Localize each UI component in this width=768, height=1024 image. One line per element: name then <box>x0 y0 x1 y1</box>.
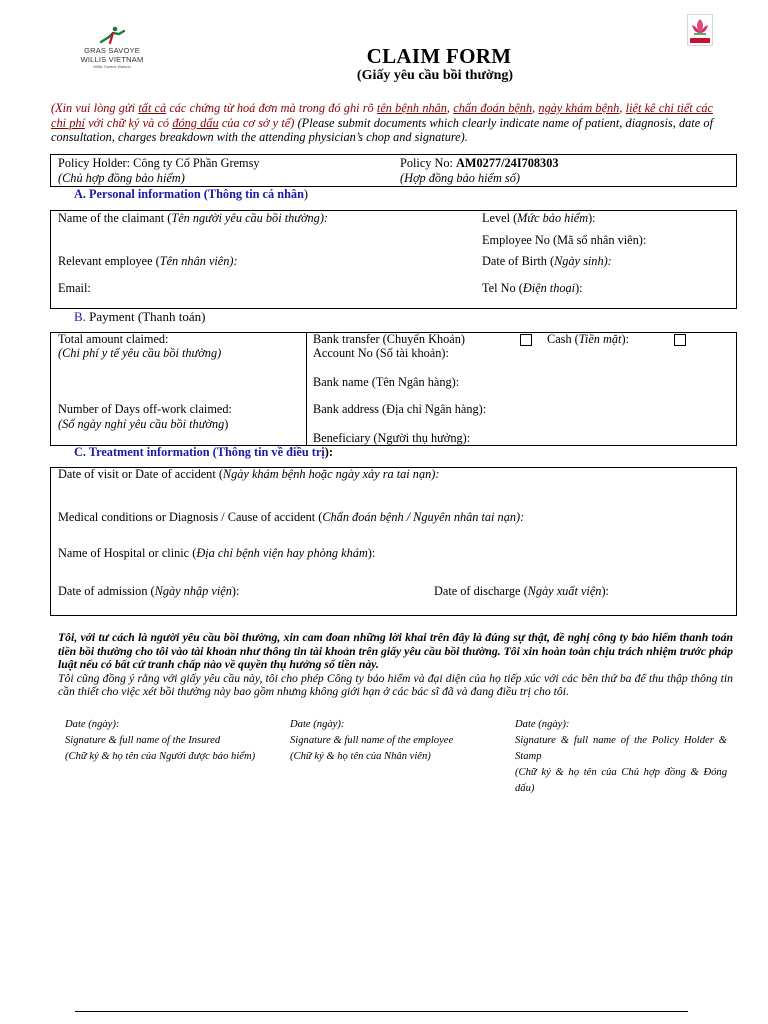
signature-caption-vn: (Chữ ký & họ tên của Chủ hợp đồng & Đóng dấu) <box>515 767 727 794</box>
total-amount-label-vn: (Chi phí y tế yêu cầu bồi thường) <box>58 346 222 360</box>
bank-name-label: Bank name (Tên Ngân hàng): <box>313 375 460 389</box>
diagnosis-label: Medical conditions or Diagnosis / Cause of accident (Chẩn đoán bệnh / Nguyên nhân tai nạn): <box>58 510 525 524</box>
bank-address-label: Bank address (Địa chỉ Ngân hàng): <box>313 402 487 416</box>
discharge-date-label: Date of discharge (Ngày xuất viện): <box>434 584 609 598</box>
payment-divider <box>306 332 307 446</box>
logo-text-gras-savoye: GRAS SAVOYE <box>84 46 140 55</box>
declaration-italic: Tôi cũng đồng ý rằng với giấy yêu cầu này, tôi cho phép Công ty bảo hiểm và đại diện của họ tiếp xúc với các bên thứ ba để thu thập thông tin cần thiết cho việc xét bồi thường này bao gồm nhưng không giới hạn ở các bác sĩ đã và đang điều trị cho tôi. <box>58 671 733 698</box>
declaration-bold: Tôi, với tư cách là người yêu cầu bồi thường, xin cam đoan những lời khai trên đây là đúng sự thật, đề nghị công ty bảo hiểm thanh toán tiền bồi thường cho tôi vào tài khoản như thông tin tài khoản trên giấy yêu cầu bồi thường. Tôi xin hoàn toàn chịu trách nhiệm trước pháp luật nếu có bất cứ tranh chấp nào về quyền thụ hưởng số tiền này. <box>58 631 733 671</box>
policy-no-vn: (Hợp đồng bảo hiểm số) <box>400 171 520 185</box>
section-a-title: A. Personal information (Thông tin cá nhân) <box>74 187 309 201</box>
signature-insured <box>65 717 275 765</box>
claimant-name-label: Name of the claimant (Tên người yêu cầu bồi thường): <box>58 211 329 225</box>
signature-date: Date (ngày): <box>515 719 570 730</box>
notice-en: (Please submit documents which clearly indicate name of patient, diagnosis, date of consultation, charges breakdown with the attending physician’s chop and signature). <box>51 115 713 144</box>
policy-holder: Policy Holder: Công ty Cổ Phần Gremsy <box>58 156 260 170</box>
section-c-title: C. Treatment information (Thông tin về điều trị): <box>74 445 333 459</box>
account-no-label: Account No (Số tài khoản): <box>313 346 449 360</box>
policy-holder-vn: (Chủ hợp đồng bảo hiểm) <box>58 171 185 185</box>
signature-caption-vn: (Chữ ký & họ tên của Người được bảo hiểm) <box>65 751 256 762</box>
signature-date: Date (ngày): <box>290 719 345 730</box>
runner-logo-icon <box>97 26 127 46</box>
signature-policy-holder <box>515 717 727 797</box>
days-off-label: Number of Days off-work claimed: <box>58 402 232 416</box>
tel-label: Tel No (Điện thoại): <box>482 281 583 295</box>
visit-date-label: Date of visit or Date of accident (Ngày khám bệnh hoặc ngày xảy ra tai nạn): <box>58 467 440 481</box>
signature-date: Date (ngày): <box>65 719 120 730</box>
submission-notice <box>51 101 713 145</box>
beneficiary-label: Beneficiary (Người thụ hưởng): <box>313 431 471 445</box>
admission-date-label: Date of admission (Ngày nhập viện): <box>58 584 240 598</box>
hospital-label: Name of Hospital or clinic (Địa chỉ bệnh viện hay phòng khám): <box>58 546 376 560</box>
signature-caption: Signature & full name of the Policy Holder & Stamp <box>515 735 727 762</box>
signature-employee <box>290 717 500 765</box>
level-label: Level (Mức bảo hiểm): <box>482 211 596 225</box>
signature-caption: Signature & full name of the employee <box>290 735 454 746</box>
dob-label: Date of Birth (Ngày sinh): <box>482 254 612 268</box>
total-amount-label: Total amount claimed: <box>58 332 169 346</box>
section-b-title: B. Payment (Thanh toán) <box>74 309 206 324</box>
signature-caption-vn: (Chữ ký & họ tên của Nhân viên) <box>290 751 431 762</box>
form-title: CLAIM FORM <box>366 44 512 68</box>
signature-caption: Signature & full name of the Insured <box>65 735 221 746</box>
relevant-employee-label: Relevant employee (Tên nhân viên): <box>58 254 238 268</box>
days-off-label-vn: (Số ngày nghỉ yêu cầu bồi thường) <box>58 417 229 431</box>
cash-checkbox[interactable] <box>674 334 686 346</box>
employee-no-label: Employee No (Mã số nhân viên): <box>482 233 647 247</box>
notice-vn: (Xin vui lòng gửi tất cả các chứng từ hoá đơn mà trong đó ghi rõ tên bệnh nhân, chẩn đoán bệnh, ngày khám bệnh, liệt kê chi tiết các chi phí với chữ ký và có đóng dấu của cơ sở y tế) <box>51 101 714 130</box>
footer-rule <box>75 1011 688 1012</box>
bank-transfer-label: Bank transfer (Chuyển Khoản) <box>313 332 465 346</box>
policy-no: Policy No: AM0277/24I708303 <box>400 156 559 170</box>
email-label: Email: <box>58 281 91 295</box>
cash-label: Cash (Tiền mặt): <box>547 332 629 346</box>
lotus-logo-icon <box>687 14 713 46</box>
bao-minh-logo <box>687 14 713 46</box>
declaration-text <box>58 631 733 699</box>
bank-transfer-checkbox[interactable] <box>520 334 532 346</box>
logo-text-willis-vietnam: WILLIS VIETNAM <box>80 55 144 64</box>
logo-text-willis-towers-watson: Willis Towers Watson <box>93 64 131 69</box>
form-subtitle: (Giấy yêu cầu bồi thường) <box>356 68 514 83</box>
